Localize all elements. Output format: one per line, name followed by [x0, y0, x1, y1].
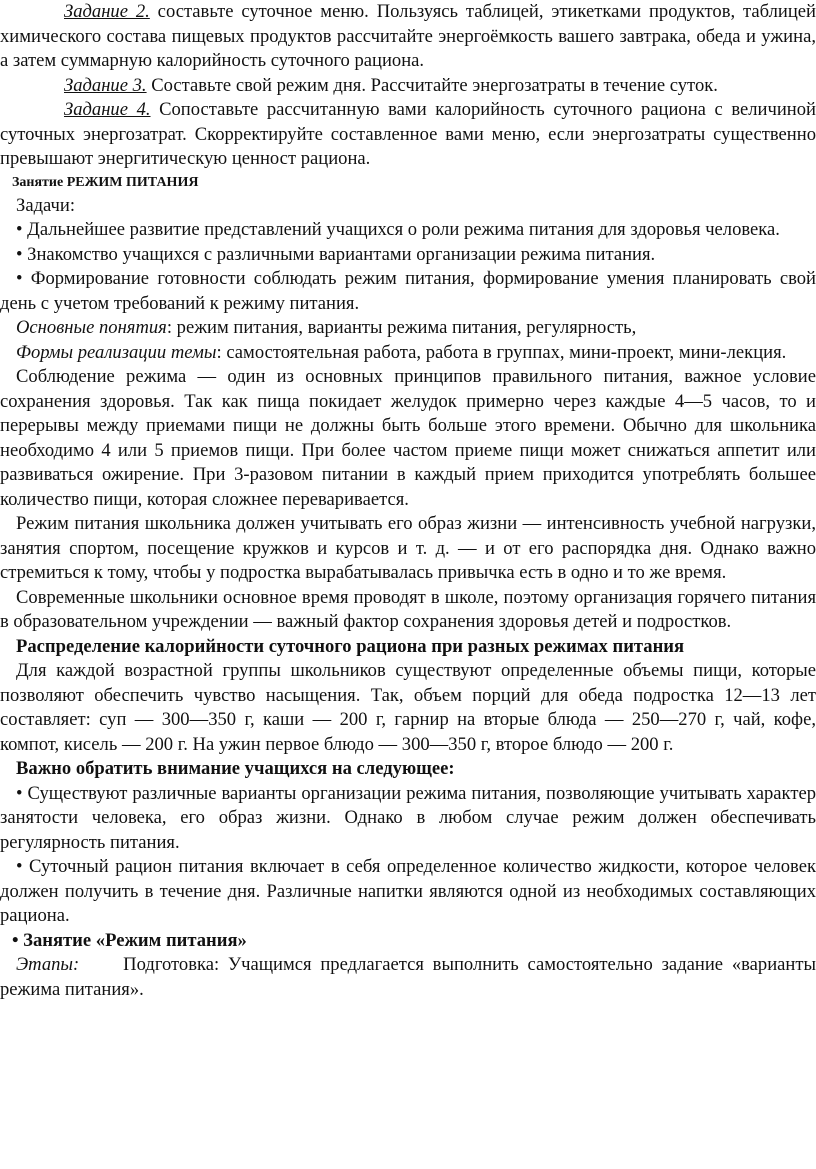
- goal-item-3: • Формирование готовности соблюдать режим питания, формирование умения планировать свой день с учетом требований к режиму питания.: [0, 268, 816, 314]
- stages-paragraph: [0, 953, 816, 1002]
- concepts-paragraph: [0, 316, 816, 341]
- task-4-paragraph: [0, 98, 816, 172]
- goal-item-1: • Дальнейшее развитие представлений учащихся о роли режима питания для здоровья человека.: [16, 219, 780, 240]
- concepts-label: Основные понятия: [16, 317, 167, 338]
- concepts-text: : режим питания, варианты режима питания, регулярность,: [166, 317, 637, 338]
- task-2-label: Задание 2.: [64, 1, 150, 22]
- task-3-label: Задание 3.: [64, 74, 147, 96]
- task-4-text: Сопоставьте рассчитанную вами калорийность суточного рациона с величиной суточных энергозатрат. Скорректируйте составленное вами меню, если энергозатраты существенно превышают энергитическую ценност рациона.: [0, 99, 816, 169]
- task-3-text: Составьте свой режим дня. Рассчитайте энергозатраты в течение суток.: [146, 74, 718, 96]
- attention-item-2: • Суточный рацион питания включает в себя определенное количество жидкости, которое человек должен получить в течение дня. Различные напитки являются одной из необходимых составляющих рациона.: [0, 856, 816, 926]
- goals-title: Задачи:: [16, 194, 76, 216]
- body-paragraph-3: Современные школьники основное время проводят в школе, поэтому организация горячего питания в образовательном учреждении — важный фактор сохранения здоровья детей и подростков.: [0, 586, 816, 632]
- attention-heading: Важно обратить внимание учащихся на следующее:: [16, 758, 455, 779]
- distribution-heading: Распределение калорийности суточного рациона при разных режимах питания: [16, 635, 685, 657]
- lesson-subheading: • Занятие «Режим питания»: [12, 929, 247, 951]
- attention-item-1: • Существуют различные варианты организации режима питания, позволяющие учитывать характер занятости человека, его образ жизни. Однако в любом случае режим должен обеспечивать регулярность питания.: [0, 782, 816, 853]
- forms-label: Формы реализации темы: [16, 341, 217, 363]
- body-paragraph-1: Соблюдение режима — один из основных принципов правильного питания, важное условие сохранения здоровья. Так как пища покидает желудок примерно через каждые 4—5 часов, то и перерывы между приемами пищи не должны быть больше этого времени. Обычно для школьника необходимо 4 или 5 приемов пищи. При более частом приеме пищи может снижаться аппетит или развиваться ожирение. При 3-разовом питании в каждый прием приходится употреблять большее количество пищи, которая сложнее переваривается.: [0, 366, 816, 510]
- task-4-label: Задание 4.: [64, 99, 151, 120]
- task-2-paragraph: [0, 0, 816, 74]
- forms-paragraph: [0, 341, 816, 366]
- task-2-text: составьте суточное меню. Пользуясь таблицей, этикетками продуктов, таблицей химического состава пищевых продуктов рассчитайте энергоёмкость вашего завтрака, обеда и ужина, а затем суммарную калорийность суточного рациона.: [0, 1, 816, 71]
- stages-label: Этапы:: [16, 954, 80, 975]
- goal-item-2: • Знакомство учащихся с различными вариантами организации режима питания.: [16, 243, 656, 265]
- body-paragraph-2: Режим питания школьника должен учитывать его образ жизни — интенсивность учебной нагрузки, занятия спортом, посещение кружков и курсов и т. д. — и от его распорядка дня. Однако важно стремиться к тому, чтобы у подростка вырабатывалась привычка есть в одно и то же время.: [0, 513, 816, 583]
- task-3-paragraph: [0, 74, 816, 99]
- stages-text: Подготовка: Учащимся предлагается выполнить самостоятельно задание «варианты режима питания».: [0, 954, 816, 1000]
- forms-text: : самостоятельная работа, работа в группах, мини-проект, мини-лекция.: [216, 341, 787, 363]
- distribution-paragraph: Для каждой возрастной группы школьников существуют определенные объемы пищи, которые позволяют обеспечить чувство насыщения. Так, объем порций для обеда подростка 12—13 лет составляет: суп — 300—350 г, каши — 200 г, гарнир на вторые блюда — 250—270 г, чай, кофе, компот, кисель — 200 г. На ужин первое блюдо — 300—350 г, второе блюдо — 200 г.: [0, 660, 816, 755]
- lesson-heading: Занятие РЕЖИМ ПИТАНИЯ: [12, 174, 199, 190]
